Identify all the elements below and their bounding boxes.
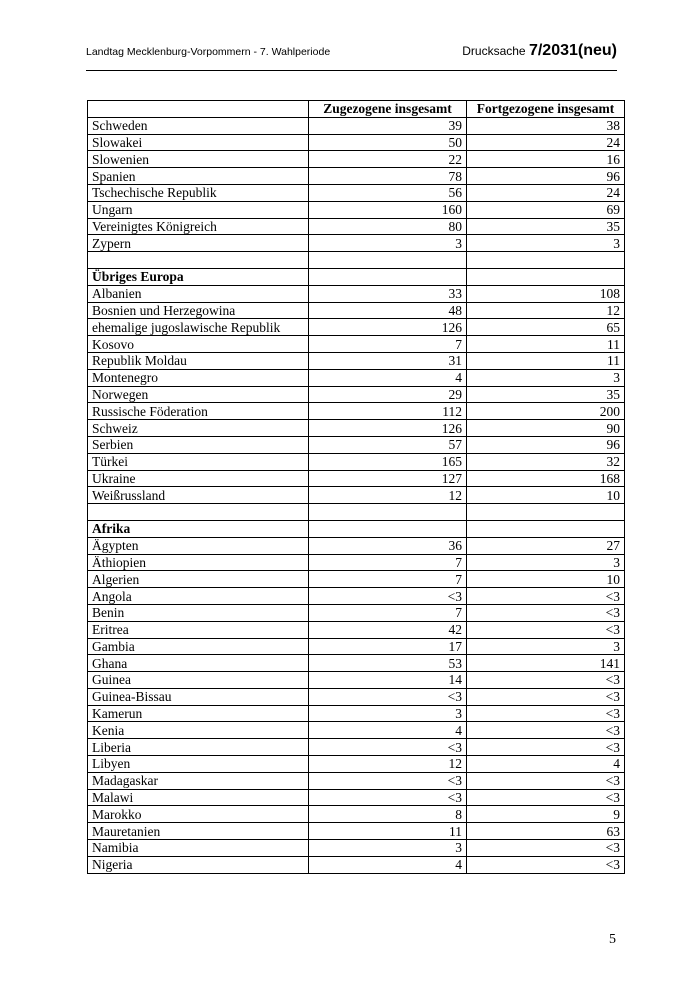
table-header-row [88, 101, 625, 118]
outgoing-count: <3 [467, 705, 625, 722]
table-row [88, 739, 625, 756]
incoming-count: 7 [309, 604, 467, 621]
table-row [88, 705, 625, 722]
outgoing-count: 3 [467, 369, 625, 386]
outgoing-count: 12 [467, 302, 625, 319]
incoming-count: <3 [309, 588, 467, 605]
table-row [88, 789, 625, 806]
incoming-count: 7 [309, 571, 467, 588]
incoming-count: 39 [309, 117, 467, 134]
incoming-count: 14 [309, 672, 467, 689]
table-row [88, 302, 625, 319]
country-name: Benin [88, 604, 309, 621]
outgoing-count: 32 [467, 453, 625, 470]
incoming-count: 127 [309, 470, 467, 487]
country-name: Nigeria [88, 856, 309, 873]
country-name: Ghana [88, 655, 309, 672]
incoming-count: 42 [309, 621, 467, 638]
country-name: Russische Föderation [88, 403, 309, 420]
outgoing-count: 3 [467, 554, 625, 571]
outgoing-count: <3 [467, 840, 625, 857]
empty-cell [309, 520, 467, 537]
column-header-country [88, 101, 309, 118]
table-row [88, 856, 625, 873]
country-name: Malawi [88, 789, 309, 806]
table-row [88, 319, 625, 336]
incoming-count: <3 [309, 739, 467, 756]
incoming-count: 160 [309, 201, 467, 218]
outgoing-count: 24 [467, 184, 625, 201]
table-row [88, 285, 625, 302]
table-row [88, 672, 625, 689]
incoming-count: 8 [309, 806, 467, 823]
country-name: Libyen [88, 756, 309, 773]
incoming-count: 126 [309, 420, 467, 437]
incoming-count: 36 [309, 537, 467, 554]
incoming-count: 7 [309, 336, 467, 353]
outgoing-count: 90 [467, 420, 625, 437]
country-name: Zypern [88, 235, 309, 252]
outgoing-count: 3 [467, 235, 625, 252]
outgoing-count: 63 [467, 823, 625, 840]
column-header-outgoing: Fortgezogene insgesamt [467, 101, 625, 118]
country-name: Namibia [88, 840, 309, 857]
incoming-count: 80 [309, 218, 467, 235]
outgoing-count: 10 [467, 571, 625, 588]
outgoing-count: <3 [467, 604, 625, 621]
outgoing-count: 96 [467, 168, 625, 185]
country-name: Algerien [88, 571, 309, 588]
table-row [88, 588, 625, 605]
table-row [88, 806, 625, 823]
incoming-count: 53 [309, 655, 467, 672]
country-name: Äthiopien [88, 554, 309, 571]
country-name: Kosovo [88, 336, 309, 353]
country-name: Spanien [88, 168, 309, 185]
table-row [88, 117, 625, 134]
country-name: Ukraine [88, 470, 309, 487]
column-header-incoming: Zugezogene insgesamt [309, 101, 467, 118]
table-row [88, 571, 625, 588]
table-row [88, 403, 625, 420]
country-name: Türkei [88, 453, 309, 470]
country-name: Republik Moldau [88, 352, 309, 369]
table-row [88, 352, 625, 369]
incoming-count: 126 [309, 319, 467, 336]
section-heading: Übriges Europa [88, 268, 309, 285]
country-name: Marokko [88, 806, 309, 823]
incoming-count: 57 [309, 436, 467, 453]
table-row [88, 823, 625, 840]
outgoing-count: 16 [467, 151, 625, 168]
header-document-id: 7/2031(neu) [528, 42, 617, 59]
outgoing-count: 24 [467, 134, 625, 151]
incoming-count: 3 [309, 705, 467, 722]
outgoing-count: 38 [467, 117, 625, 134]
outgoing-count: 96 [467, 436, 625, 453]
outgoing-count: <3 [467, 672, 625, 689]
incoming-count: 4 [309, 856, 467, 873]
table-row [88, 756, 625, 773]
empty-cell [309, 268, 467, 285]
country-name: Ägypten [88, 537, 309, 554]
empty-cell [467, 504, 625, 521]
incoming-count: 165 [309, 453, 467, 470]
empty-cell [88, 504, 309, 521]
table-row [88, 386, 625, 403]
country-name: Guinea [88, 672, 309, 689]
outgoing-count: 11 [467, 352, 625, 369]
header-document-number [462, 42, 617, 60]
outgoing-count: <3 [467, 856, 625, 873]
country-name: Tschechische Republik [88, 184, 309, 201]
outgoing-count: 9 [467, 806, 625, 823]
table-row [88, 436, 625, 453]
country-name: Slowakei [88, 134, 309, 151]
incoming-count: 78 [309, 168, 467, 185]
country-name: Bosnien und Herzegowina [88, 302, 309, 319]
incoming-count: 12 [309, 487, 467, 504]
table-row [88, 537, 625, 554]
country-name: Gambia [88, 638, 309, 655]
outgoing-count: <3 [467, 739, 625, 756]
table-row [88, 722, 625, 739]
table-row [88, 134, 625, 151]
outgoing-count: 168 [467, 470, 625, 487]
country-name: Serbien [88, 436, 309, 453]
outgoing-count: 35 [467, 386, 625, 403]
table-row [88, 218, 625, 235]
table-row [88, 638, 625, 655]
country-name: Kamerun [88, 705, 309, 722]
outgoing-count: 10 [467, 487, 625, 504]
country-name: Ungarn [88, 201, 309, 218]
outgoing-count: 141 [467, 655, 625, 672]
country-name: Kenia [88, 722, 309, 739]
table-row [88, 688, 625, 705]
incoming-count: <3 [309, 688, 467, 705]
country-name: Weißrussland [88, 487, 309, 504]
incoming-count: 11 [309, 823, 467, 840]
outgoing-count: 4 [467, 756, 625, 773]
table-body [88, 117, 625, 873]
incoming-count: 17 [309, 638, 467, 655]
page-header [86, 42, 617, 71]
empty-cell [88, 252, 309, 269]
outgoing-count: 200 [467, 403, 625, 420]
outgoing-count: <3 [467, 789, 625, 806]
empty-cell [467, 268, 625, 285]
outgoing-count: <3 [467, 772, 625, 789]
incoming-count: 4 [309, 369, 467, 386]
table-row [88, 151, 625, 168]
table-row [88, 554, 625, 571]
outgoing-count: <3 [467, 722, 625, 739]
table-row [88, 487, 625, 504]
section-row [88, 268, 625, 285]
empty-cell [467, 520, 625, 537]
incoming-count: 50 [309, 134, 467, 151]
incoming-count: 4 [309, 722, 467, 739]
incoming-count: 33 [309, 285, 467, 302]
table-row [88, 369, 625, 386]
country-name: Norwegen [88, 386, 309, 403]
outgoing-count: 27 [467, 537, 625, 554]
table-row [88, 470, 625, 487]
table-row [88, 453, 625, 470]
country-name: Mauretanien [88, 823, 309, 840]
incoming-count: <3 [309, 772, 467, 789]
section-row [88, 520, 625, 537]
outgoing-count: <3 [467, 688, 625, 705]
outgoing-count: 11 [467, 336, 625, 353]
blank-row [88, 504, 625, 521]
incoming-count: 3 [309, 840, 467, 857]
table-row [88, 772, 625, 789]
country-name: Liberia [88, 739, 309, 756]
incoming-count: 29 [309, 386, 467, 403]
table-row [88, 201, 625, 218]
outgoing-count: 108 [467, 285, 625, 302]
country-name: ehemalige jugoslawische Republik [88, 319, 309, 336]
incoming-count: 56 [309, 184, 467, 201]
table-row [88, 604, 625, 621]
country-name: Montenegro [88, 369, 309, 386]
outgoing-count: 35 [467, 218, 625, 235]
country-name: Angola [88, 588, 309, 605]
page-number: 5 [609, 932, 616, 947]
country-name: Albanien [88, 285, 309, 302]
table-row [88, 420, 625, 437]
incoming-count: 112 [309, 403, 467, 420]
header-parliament: Landtag Mecklenburg-Vorpommern - 7. Wahlperiode [86, 46, 331, 58]
header-document-label: Drucksache [462, 44, 526, 58]
incoming-count: 3 [309, 235, 467, 252]
outgoing-count: 69 [467, 201, 625, 218]
table-row [88, 184, 625, 201]
section-heading: Afrika [88, 520, 309, 537]
country-name: Slowenien [88, 151, 309, 168]
incoming-count: 31 [309, 352, 467, 369]
outgoing-count: 65 [467, 319, 625, 336]
table-row [88, 840, 625, 857]
country-name: Eritrea [88, 621, 309, 638]
outgoing-count: 3 [467, 638, 625, 655]
incoming-count: 48 [309, 302, 467, 319]
blank-row [88, 252, 625, 269]
outgoing-count: <3 [467, 621, 625, 638]
country-name: Schweden [88, 117, 309, 134]
country-name: Madagaskar [88, 772, 309, 789]
table-row [88, 336, 625, 353]
incoming-count: <3 [309, 789, 467, 806]
outgoing-count: <3 [467, 588, 625, 605]
empty-cell [309, 504, 467, 521]
country-name: Vereinigtes Königreich [88, 218, 309, 235]
empty-cell [467, 252, 625, 269]
incoming-count: 22 [309, 151, 467, 168]
country-name: Guinea-Bissau [88, 688, 309, 705]
empty-cell [309, 252, 467, 269]
incoming-count: 12 [309, 756, 467, 773]
country-name: Schweiz [88, 420, 309, 437]
migration-table [87, 100, 625, 874]
table-row [88, 168, 625, 185]
table-row [88, 655, 625, 672]
table-row [88, 235, 625, 252]
table-row [88, 621, 625, 638]
incoming-count: 7 [309, 554, 467, 571]
